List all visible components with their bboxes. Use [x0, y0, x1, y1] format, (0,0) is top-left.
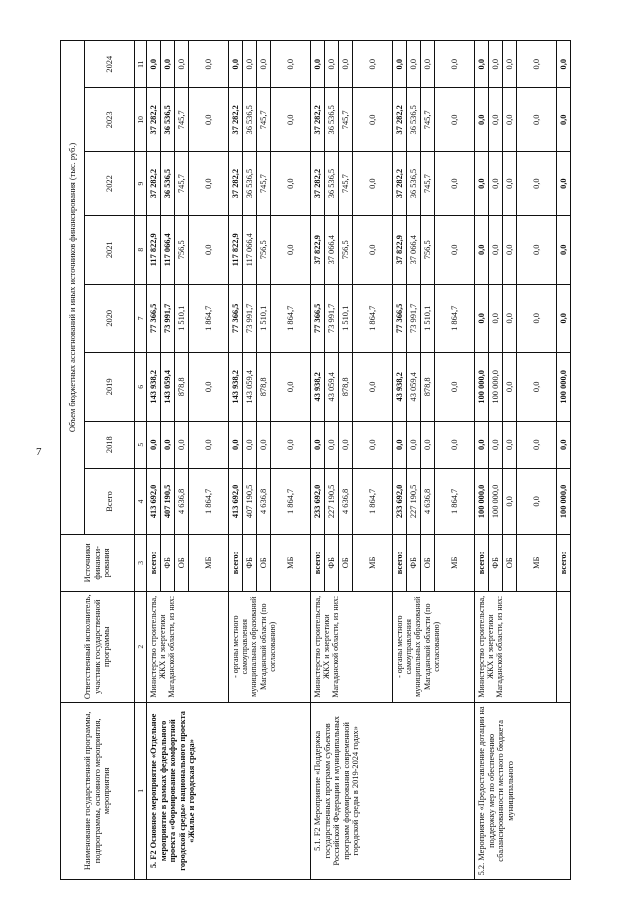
value-cell: 0,0 — [325, 41, 339, 88]
value-cell: 0,0 — [161, 41, 175, 88]
table-header — [61, 41, 147, 880]
value-cell: 77 366,5 — [147, 284, 161, 353]
value-cell: 143 938,2 — [147, 353, 161, 422]
value-cell: 0,0 — [353, 421, 393, 468]
value-cell: 0,0 — [229, 421, 243, 468]
value-cell: 0,0 — [189, 216, 229, 285]
value-cell: 0,0 — [517, 468, 557, 534]
value-cell: 0,0 — [475, 284, 489, 353]
header-name: Наименование государственной программы, подпрограммы, основного мероприятия, мероприятия — [61, 702, 135, 879]
value-cell: 756,5 — [339, 216, 353, 285]
value-cell: 0,0 — [189, 421, 229, 468]
index-cell: 1 — [135, 702, 147, 879]
executor-main: Министерство строительства, ЖКХ и энергетики Магаданской области, из них: — [475, 591, 557, 702]
value-cell: 100 000,0 — [475, 353, 489, 422]
value-cell: 36 536,5 — [325, 152, 339, 216]
value-cell: 745,7 — [421, 152, 435, 216]
value-cell: 0,0 — [271, 353, 311, 422]
value-cell: 100 000,0 — [489, 468, 503, 534]
year-header: 2023 — [85, 88, 135, 152]
value-cell: 0,0 — [175, 421, 189, 468]
value-cell: 143 059,4 — [161, 353, 175, 422]
value-cell: 0,0 — [517, 216, 557, 285]
value-cell: 407 190,5 — [161, 468, 175, 534]
value-cell: 745,7 — [421, 88, 435, 152]
index-cell: 11 — [135, 41, 147, 88]
value-cell: 0,0 — [503, 468, 517, 534]
value-cell: 36 536,5 — [407, 88, 421, 152]
value-cell: 233 692,0 — [393, 468, 407, 534]
value-cell: 0,0 — [271, 41, 311, 88]
measure-name: 5. F2 Основное мероприятие «Отдельное мероприятие в рамках федерального проекта «Формирование комфортной городской среды» национального проекта «Жилье и городская среда» — [147, 702, 311, 879]
source-cell: МБ — [271, 535, 311, 592]
value-cell: 0,0 — [557, 88, 571, 152]
value-cell: 233 692,0 — [311, 468, 325, 534]
value-cell: 0,0 — [353, 88, 393, 152]
value-cell: 413 692,0 — [147, 468, 161, 534]
value-cell: 0,0 — [503, 152, 517, 216]
value-cell: 100 000,0 — [557, 353, 571, 422]
value-cell: 0,0 — [557, 216, 571, 285]
value-cell: 4 636,8 — [175, 468, 189, 534]
year-header: Всего — [85, 468, 135, 534]
index-cell: 7 — [135, 284, 147, 353]
value-cell: 0,0 — [407, 41, 421, 88]
value-cell: 0,0 — [393, 421, 407, 468]
value-cell: 0,0 — [243, 41, 257, 88]
value-cell: 37 282,2 — [311, 88, 325, 152]
value-cell: 77 366,5 — [229, 284, 243, 353]
value-cell: 0,0 — [353, 41, 393, 88]
value-cell: 0,0 — [271, 88, 311, 152]
source-cell: ФБ — [407, 535, 421, 592]
value-cell: 37 282,2 — [229, 88, 243, 152]
value-cell: 0,0 — [175, 41, 189, 88]
value-cell: 0,0 — [311, 421, 325, 468]
index-cell: 10 — [135, 88, 147, 152]
value-cell: 0,0 — [189, 41, 229, 88]
value-cell: 0,0 — [161, 421, 175, 468]
source-cell: всего: — [229, 535, 243, 592]
value-cell: 100 000,0 — [475, 468, 489, 534]
value-cell: 0,0 — [489, 421, 503, 468]
value-cell: 117 066,4 — [161, 216, 175, 285]
value-cell: 43 059,4 — [407, 353, 421, 422]
value-cell: 37 282,2 — [311, 152, 325, 216]
source-cell: ФБ — [325, 535, 339, 592]
header-executor: Ответственный исполнитель, участник государственной программы — [61, 591, 135, 702]
year-header: 2022 — [85, 152, 135, 216]
source-cell: всего: — [147, 535, 161, 592]
value-cell: 73 991,7 — [161, 284, 175, 353]
value-cell: 0,0 — [517, 88, 557, 152]
value-cell: 0,0 — [257, 41, 271, 88]
index-cell: 8 — [135, 216, 147, 285]
table-row — [147, 41, 161, 880]
value-cell: 1 864,7 — [189, 284, 229, 353]
value-cell: 0,0 — [435, 41, 475, 88]
value-cell: 0,0 — [189, 152, 229, 216]
value-cell: 36 536,5 — [407, 152, 421, 216]
source-cell: МБ — [517, 535, 557, 592]
table-body — [147, 41, 571, 880]
value-cell: 117 066,4 — [243, 216, 257, 285]
value-cell: 0,0 — [475, 216, 489, 285]
source-cell: ФБ — [161, 535, 175, 592]
funding-table — [60, 40, 571, 880]
value-cell: 43 938,2 — [311, 353, 325, 422]
value-cell: 1 510,1 — [421, 284, 435, 353]
value-cell: 407 190,5 — [243, 468, 257, 534]
measure-name: 5.2. Мероприятие «Предоставление дотации на поддержку мер по обеспечению сбалансированности местного бюджета муниципального — [475, 702, 571, 879]
index-cell: 5 — [135, 421, 147, 468]
value-cell: 143 059,4 — [243, 353, 257, 422]
executor-main: Министерство строительства, ЖКХ и энергетики Магаданской области, из них: — [311, 591, 393, 702]
value-cell: 37 282,2 — [393, 88, 407, 152]
value-cell: 745,7 — [175, 152, 189, 216]
value-cell: 0,0 — [189, 353, 229, 422]
value-cell: 0,0 — [435, 353, 475, 422]
header-funding: Объем бюджетных ассигнований и иных источников финансирования (тыс. руб.) — [61, 41, 85, 535]
source-cell: ОБ — [421, 535, 435, 592]
value-cell: 0,0 — [503, 41, 517, 88]
source-cell: всего: — [393, 535, 407, 592]
value-cell: 0,0 — [435, 421, 475, 468]
value-cell: 0,0 — [489, 152, 503, 216]
value-cell: 0,0 — [503, 421, 517, 468]
value-cell: 0,0 — [421, 421, 435, 468]
value-cell: 100 000,0 — [489, 353, 503, 422]
value-cell: 756,5 — [175, 216, 189, 285]
value-cell: 0,0 — [353, 216, 393, 285]
value-cell: 117 822,9 — [147, 216, 161, 285]
value-cell: 227 190,5 — [325, 468, 339, 534]
executor-main: Министерство строительства, ЖКХ и энергетики Магаданской области, из них: — [147, 591, 229, 702]
value-cell: 0,0 — [475, 88, 489, 152]
value-cell: 117 822,9 — [229, 216, 243, 285]
value-cell: 73 991,7 — [243, 284, 257, 353]
value-cell: 36 536,5 — [161, 88, 175, 152]
index-cell: 4 — [135, 468, 147, 534]
value-cell: 0,0 — [271, 421, 311, 468]
value-cell: 1 864,7 — [435, 284, 475, 353]
value-cell: 0,0 — [489, 216, 503, 285]
value-cell: 43 059,4 — [325, 353, 339, 422]
year-header: 2020 — [85, 284, 135, 353]
year-header: 2021 — [85, 216, 135, 285]
value-cell: 1 864,7 — [353, 468, 393, 534]
table-row — [475, 41, 489, 880]
value-cell: 878,8 — [175, 353, 189, 422]
value-cell: 0,0 — [489, 284, 503, 353]
source-cell: ОБ — [257, 535, 271, 592]
value-cell: 0,0 — [339, 41, 353, 88]
value-cell: 0,0 — [517, 152, 557, 216]
value-cell: 878,8 — [257, 353, 271, 422]
value-cell: 1 864,7 — [353, 284, 393, 353]
value-cell: 0,0 — [257, 421, 271, 468]
rotated-page — [60, 40, 605, 880]
value-cell: 0,0 — [557, 152, 571, 216]
value-cell: 0,0 — [325, 421, 339, 468]
table-row — [311, 41, 325, 880]
value-cell: 37 282,2 — [147, 152, 161, 216]
value-cell: 73 991,7 — [407, 284, 421, 353]
index-cell: 2 — [135, 591, 147, 702]
value-cell: 0,0 — [517, 284, 557, 353]
value-cell: 4 636,8 — [339, 468, 353, 534]
source-cell: всего: — [557, 535, 571, 592]
value-cell: 0,0 — [407, 421, 421, 468]
value-cell: 0,0 — [557, 284, 571, 353]
value-cell: 1 864,7 — [271, 284, 311, 353]
index-cell: 9 — [135, 152, 147, 216]
source-cell: МБ — [435, 535, 475, 592]
value-cell: 0,0 — [503, 284, 517, 353]
value-cell: 36 536,5 — [161, 152, 175, 216]
value-cell: 1 510,1 — [339, 284, 353, 353]
value-cell: 0,0 — [503, 353, 517, 422]
source-cell: ФБ — [489, 535, 503, 592]
value-cell: 0,0 — [489, 88, 503, 152]
value-cell: 0,0 — [435, 88, 475, 152]
value-cell: 0,0 — [475, 421, 489, 468]
index-row — [135, 41, 147, 880]
value-cell: 0,0 — [517, 353, 557, 422]
value-cell: 1 864,7 — [271, 468, 311, 534]
value-cell: 0,0 — [243, 421, 257, 468]
value-cell: 745,7 — [339, 88, 353, 152]
value-cell: 0,0 — [271, 216, 311, 285]
value-cell: 745,7 — [339, 152, 353, 216]
source-cell: ОБ — [503, 535, 517, 592]
value-cell: 43 938,2 — [393, 353, 407, 422]
value-cell: 37 822,9 — [311, 216, 325, 285]
value-cell: 0,0 — [475, 152, 489, 216]
source-cell: МБ — [189, 535, 229, 592]
source-cell: ФБ — [243, 535, 257, 592]
value-cell: 37 282,2 — [229, 152, 243, 216]
year-header: 2019 — [85, 353, 135, 422]
value-cell: 4 636,8 — [421, 468, 435, 534]
value-cell: 37 282,2 — [393, 152, 407, 216]
source-cell: МБ — [353, 535, 393, 592]
year-header: 2024 — [85, 41, 135, 88]
value-cell: 0,0 — [557, 41, 571, 88]
page-number: 7 — [36, 446, 42, 458]
executor-sub — [557, 591, 571, 702]
value-cell: 1 864,7 — [435, 468, 475, 534]
executor-sub: - органы местного самоуправления муниципальных образований Магаданской области (по согласованию) — [229, 591, 311, 702]
value-cell: 36 536,5 — [243, 152, 257, 216]
value-cell: 0,0 — [393, 41, 407, 88]
value-cell: 143 938,2 — [229, 353, 243, 422]
header-sources: Источники финанси-рования — [61, 535, 135, 592]
value-cell: 73 991,7 — [325, 284, 339, 353]
executor-sub: - органы местного самоуправления муниципальных образований Магаданской области (по согласованию) — [393, 591, 475, 702]
value-cell: 0,0 — [435, 152, 475, 216]
value-cell: 100 000,0 — [557, 468, 571, 534]
year-header: 2018 — [85, 421, 135, 468]
value-cell: 878,8 — [421, 353, 435, 422]
value-cell: 37 282,2 — [147, 88, 161, 152]
value-cell: 0,0 — [503, 88, 517, 152]
value-cell: 77 366,5 — [311, 284, 325, 353]
value-cell: 36 536,5 — [243, 88, 257, 152]
value-cell: 756,5 — [421, 216, 435, 285]
value-cell: 0,0 — [147, 421, 161, 468]
value-cell: 0,0 — [271, 152, 311, 216]
value-cell: 1 864,7 — [189, 468, 229, 534]
index-cell: 3 — [135, 535, 147, 592]
source-cell: ОБ — [339, 535, 353, 592]
value-cell: 1 510,1 — [257, 284, 271, 353]
value-cell: 0,0 — [489, 41, 503, 88]
value-cell: 0,0 — [353, 152, 393, 216]
measure-name: 5.1. F2 Мероприятие «Поддержка государственных программ субъектов Российской Федерации и муниципальных программ формирования современной городской среды в 2019-2024 годах» — [311, 702, 475, 879]
value-cell: 0,0 — [189, 88, 229, 152]
value-cell: 0,0 — [557, 421, 571, 468]
value-cell: 0,0 — [353, 353, 393, 422]
value-cell: 0,0 — [421, 41, 435, 88]
value-cell: 0,0 — [339, 421, 353, 468]
source-cell: всего: — [475, 535, 489, 592]
value-cell: 413 692,0 — [229, 468, 243, 534]
value-cell: 0,0 — [311, 41, 325, 88]
value-cell: 745,7 — [257, 152, 271, 216]
value-cell: 0,0 — [147, 41, 161, 88]
value-cell: 77 366,5 — [393, 284, 407, 353]
value-cell: 37 066,4 — [407, 216, 421, 285]
value-cell: 878,8 — [339, 353, 353, 422]
value-cell: 4 636,8 — [257, 468, 271, 534]
value-cell: 0,0 — [475, 41, 489, 88]
value-cell: 227 190,5 — [407, 468, 421, 534]
source-cell: ОБ — [175, 535, 189, 592]
value-cell: 36 536,5 — [325, 88, 339, 152]
value-cell: 745,7 — [257, 88, 271, 152]
value-cell: 745,7 — [175, 88, 189, 152]
value-cell: 0,0 — [229, 41, 243, 88]
value-cell: 37 066,4 — [325, 216, 339, 285]
value-cell: 0,0 — [517, 41, 557, 88]
value-cell: 37 822,9 — [393, 216, 407, 285]
value-cell: 0,0 — [435, 216, 475, 285]
index-cell: 6 — [135, 353, 147, 422]
source-cell: всего: — [311, 535, 325, 592]
value-cell: 0,0 — [503, 216, 517, 285]
value-cell: 756,5 — [257, 216, 271, 285]
value-cell: 0,0 — [517, 421, 557, 468]
value-cell: 1 510,1 — [175, 284, 189, 353]
